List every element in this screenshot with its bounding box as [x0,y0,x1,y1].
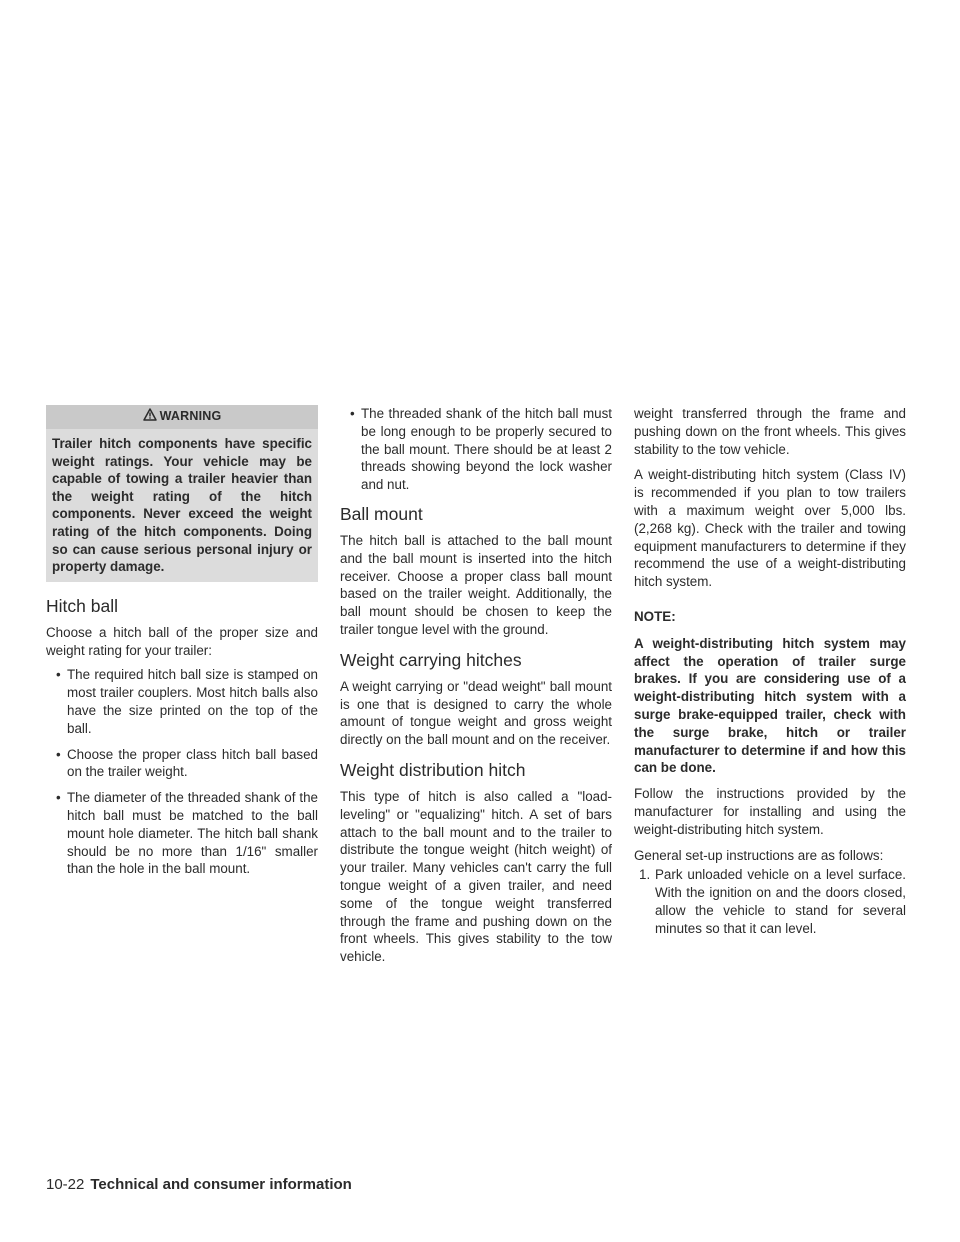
column-left [46,405,318,878]
list-item: • Choose the proper class hitch ball based on the trailer weight. [46,746,318,782]
heading-hitch-ball: Hitch ball [46,595,118,616]
weight-distribution-continued: weight transferred through the frame and pushing down on the front wheels. This gives stability to the tow vehicle. [634,406,906,457]
warning-title: WARNING [159,409,222,424]
warning-text: Trailer hitch components have specific weight ratings. Your vehicle may be capable of towing a trailer heavier than the weight rating of the hitch components. Never exceed the weight rating of the hitch components. Doing so can cause serious personal injury or property damage. [52,436,312,575]
page-footer [46,1176,352,1193]
step-number: 1. [639,867,651,883]
list-item [634,866,906,937]
page-number: 10-22 [46,1176,85,1193]
list-item: • The diameter of the threaded shank of the hitch ball must be matched to the ball mount hole diameter. The hitch ball shank should be no more than 1/16" smaller than the hole in the ball mount. [46,789,318,878]
heading-weight-carrying: Weight carrying hitches [340,649,522,670]
weight-distribution-text: This type of hitch is also called a "load-leveling" or "equalizing" hitch. A set of bars attach to the ball mount and to the trailer to distribute the tongue weight (hitch weight) of your trailer. Many vehicles can't carry the full tongue weight of a given trailer, and need some of the tongue weight transferred through the frame and pushing down on the front wheels. This gives stability to the tow vehicle. [340,788,612,965]
hitch-ball-intro: Choose a hitch ball of the proper size and weight rating for your trailer: [46,624,318,658]
note-text: A weight-distributing hitch system may affect the operation of trailer surge brakes. If you are considering use of a weight-distributing hitch system with a surge brake-equipped trailer, check with the surge brake, hitch or trailer manufacturer to determine if and how this can be done. [634,635,906,776]
ball-mount-text: The hitch ball is attached to the ball mount and the ball mount is inserted into the hitch receiver. Choose a proper class ball mount based on the trailer weight. Additionally, the ball mount should be chosen to keep the trailer tongue level with the ground. [340,532,612,637]
step-text: Park unloaded vehicle on a level surface. With the ignition on and the doors closed, allow the vehicle to stand for several minutes so that it can level. [655,867,906,936]
heading-ball-mount: Ball mount [340,503,423,524]
list-item: • The required hitch ball size is stamped on most trailer couplers. Most hitch balls also have the size printed on the top of the ball. [46,666,318,737]
note-label: NOTE: [634,608,676,624]
section-title: Technical and consumer information [90,1176,352,1193]
column-middle [340,405,612,965]
column-right [634,405,906,938]
weight-distribution-class-iv: A weight-distributing hitch system (Class IV) is recommended if you plan to tow trailers with a maximum weight over 5,000 lbs. (2,268 kg). Check with the trailer and towing equipment manufacturers to determine if they recommend the use of a weight-distributing hitch system. [634,467,906,590]
warning-header [46,405,318,429]
warning-box [46,405,318,582]
list-item: • The threaded shank of the hitch ball must be long enough to be properly secured to the ball mount. There should be at least 2 threads showing beyond the lock washer and nut. [340,405,612,494]
warning-icon [143,408,160,427]
weight-carrying-text: A weight carrying or "dead weight" ball mount is one that is designed to carry the whole amount of tongue weight and gross weight directly on the ball mount and on the receiver. [340,678,612,748]
instructions-text: Follow the instructions provided by the manufacturer for installing and using the weight-distributing hitch system. [634,786,906,837]
heading-weight-distribution: Weight distribution hitch [340,759,526,780]
setup-intro: General set-up instructions are as follows: [634,847,884,863]
